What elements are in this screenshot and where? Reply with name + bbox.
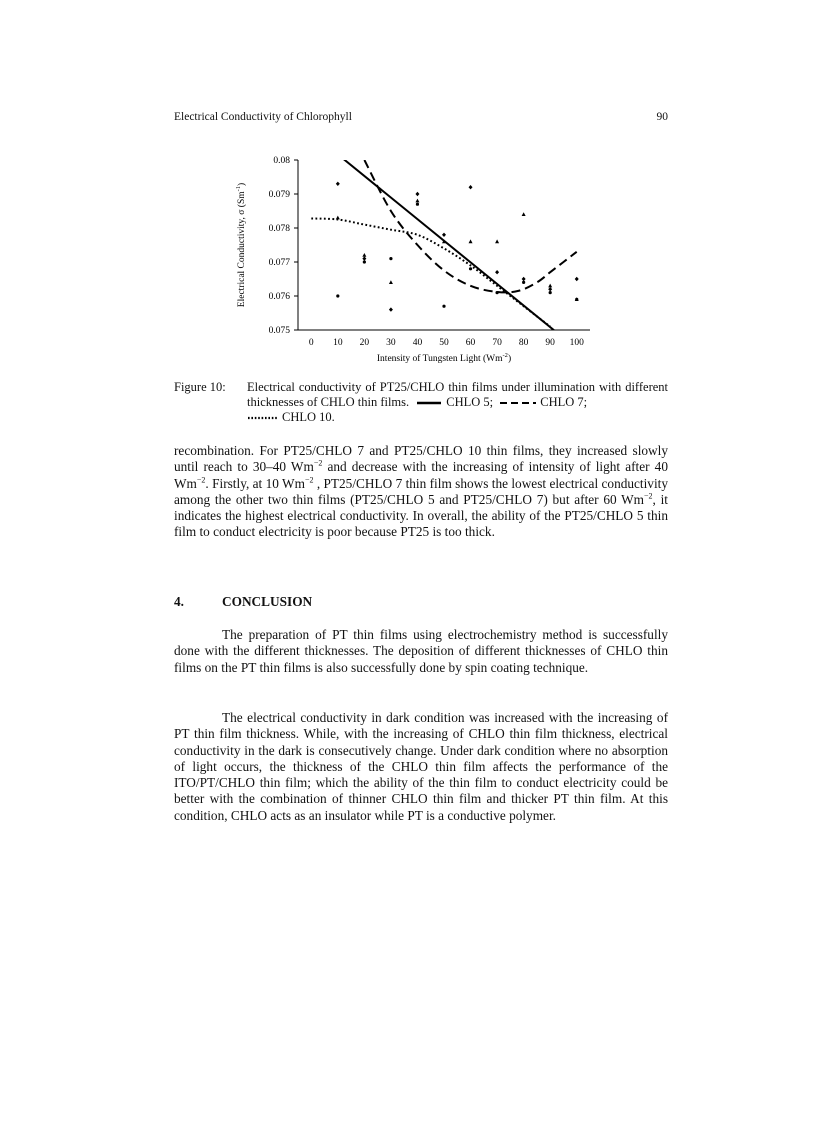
data-point-chlo5 [495,270,499,274]
x-tick-label: 0 [308,338,314,348]
data-point-chlo10 [415,199,419,203]
trend-line-chlo7 [364,160,576,292]
section-heading [174,594,312,610]
data-point-chlo7 [442,305,445,308]
caption-text [247,380,668,425]
section-number: 4. [174,594,184,609]
data-point-chlo10 [495,239,499,243]
data-point-chlo5 [522,277,526,281]
data-point-chlo7 [363,260,366,263]
data-point-chlo5 [415,192,419,196]
y-tick-label: 0.079 [268,190,290,200]
paragraph-discussion: recombination. For PT25/CHLO 7 and PT25/CHLO 10 thin films, they increased slowly until reach to 30–40 $Wm^{-2}$ and decrease with the increasing of intensity of light after 40 $Wm^{-2}$. Firstly, at 10 $Wm^{-2}$ , PT25/CHLO 7 thin film shows the lowest electrical conductivity among the other two thin films (PT25/CHLO 5 and PT25/CHLO 7) but after 60 $Wm^{-2}$, it indicates the highest electrical conductivity. In overall, the ability of the PT25/CHLO 5 thin film to conduct electricity is poor because PT25 is too thick. [174,443,668,540]
header-title: Electrical Conductivity of Chlorophyll [174,111,352,123]
data-point-chlo7 [416,203,419,206]
y-tick-label: 0.075 [268,326,290,336]
x-axis-title: Intensity of Tungsten Light $(Wm^{-2})$ [376,352,512,364]
chart-trend-lines [308,150,576,349]
legend-solid-swatch [415,400,443,406]
data-point-chlo10 [362,253,366,257]
x-tick-label: 40 [412,338,423,348]
data-point-chlo7 [549,291,552,294]
data-point-chlo7 [336,294,339,297]
paragraph-conclusion-1: The preparation of PT thin films using electrochemistry method is successfully done with the different thicknesses. The deposition of different thicknesses of CHLO thin films on the PT thin films is also successfully done by spin coating technique. [174,627,668,675]
chart-labels [235,156,584,364]
y-tick-label: 0.08 [273,156,290,166]
data-point-chlo10 [548,284,552,288]
legend-dashed-swatch [499,400,537,406]
data-point-chlo5 [548,287,552,291]
caption-body: Electrical conductivity of PT25/CHLO thin films under illumination with different thicknesses of CHLO thin films. [247,380,668,409]
data-point-chlo10 [522,212,526,216]
chart-axes [294,160,590,330]
x-tick-label: 20 [359,338,370,348]
trend-line-chlo5 [308,150,576,349]
figure-label: Figure 10: [174,380,226,394]
y-tick-label: 0.078 [268,224,290,234]
data-point-chlo10 [469,239,473,243]
x-tick-label: 100 [569,338,584,348]
x-tick-label: 50 [439,338,449,348]
legend-dotted-swatch [247,415,279,421]
running-header [174,111,668,123]
paragraph-conclusion-2: The electrical conductivity in dark condition was increased with the increasing of PT thin film thickness. While, with the increasing of CHLO thin film thickness, electrical conductivity in the dark is consecutively change. Under dark condition where no absorption of light occurs, the thickness of the CHLO thin film affects the performance of the ITO/PT/CHLO thin film; which the ability of the thin film to conduct electricity could be better with the combination of thinner CHLO thin film and thicker PT thin film. At this condition, CHLO acts as an insulator while PT is a conductive polymer. [174,710,668,823]
data-point-chlo5 [362,256,366,260]
x-tick-label: 80 [518,338,529,348]
trend-line-chlo10 [311,219,550,327]
data-point-chlo7 [522,281,525,284]
chart-points [336,182,579,312]
figure-caption [174,380,668,425]
data-point-chlo10 [336,216,340,220]
data-point-chlo5 [469,185,473,189]
y-tick-label: 0.077 [268,258,290,268]
y-tick-label: 0.076 [268,292,290,302]
data-point-chlo7 [389,257,392,260]
data-point-chlo10 [389,280,393,284]
section-title: CONCLUSION [222,594,313,609]
x-tick-label: 70 [492,338,502,348]
y-axis-title: Electrical Conductivity, σ $(Sm^{-1})$ [235,182,247,308]
legend-label-chlo5: CHLO 5; [446,395,494,409]
x-tick-label: 60 [465,338,476,348]
x-tick-label: 90 [545,338,555,348]
legend-label-chlo7: CHLO 7; [540,395,588,409]
data-point-chlo5 [389,307,393,311]
x-tick-label: 10 [333,338,343,348]
data-point-chlo7 [495,291,498,294]
data-point-chlo5 [442,233,446,237]
page-number: 90 [656,111,668,123]
legend-label-chlo10: CHLO 10. [282,410,335,424]
data-point-chlo5 [575,277,579,281]
data-point-chlo7 [469,267,472,270]
conductivity-chart [228,150,598,372]
x-tick-label: 30 [386,338,396,348]
data-point-chlo5 [336,182,340,186]
